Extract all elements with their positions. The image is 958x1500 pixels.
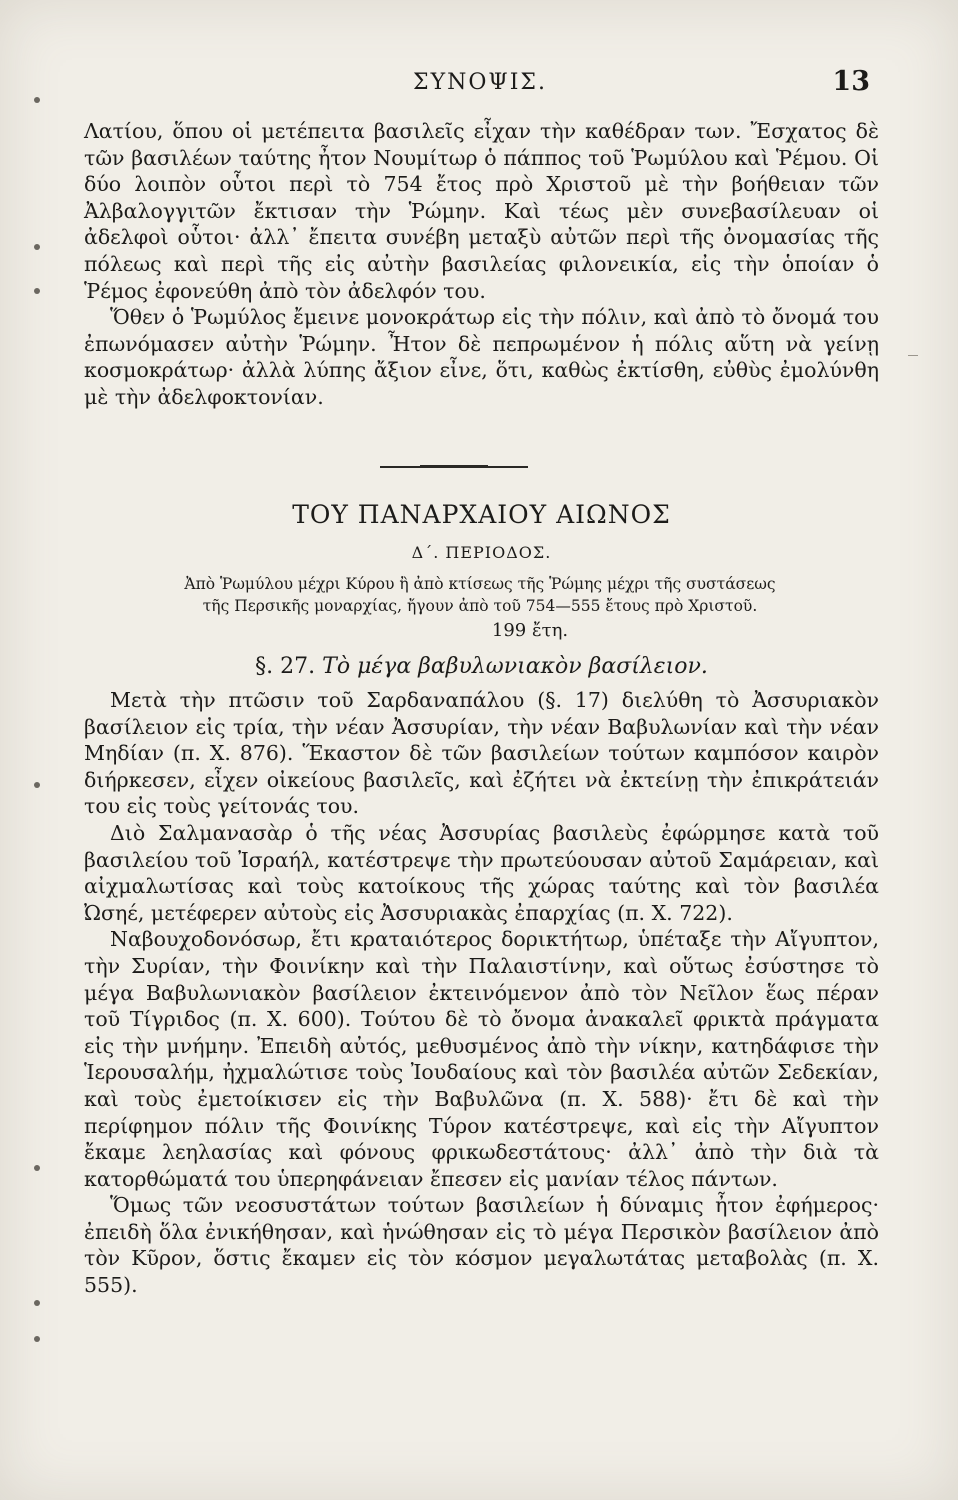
- paragraph: Ὅμως τῶν νεοσυστάτων τούτων βασιλείων ἡ δύναμις ἦτον ἐφήμερος· ἐπειδὴ ὅλα ἐνικήθησαν, καὶ ἡνώθησαν εἰς τὸ μέγα Περσικὸν βασίλειον ἀπὸ τὸν Κῦρον, ὅστις ἔκαμεν εἰς τὸν κόσμον μεγαλωτάτας μεταβολὰς (π. Χ. 555).: [84, 1193, 879, 1298]
- margin-mark: [908, 355, 918, 356]
- paragraph: Λατίου, ὅπου οἱ μετέπειτα βασιλεῖς εἶχαν τὴν καθέδραν των. Ἔσχατος δὲ τῶν βασιλέων ταύτης ἦτον Νουμίτωρ ὁ πάππος τοῦ Ῥωμύλου καὶ Ῥέμου. Οἱ δύο λοιπὸν οὗτοι περὶ τὸ 754 ἔτος πρὸ Χριστοῦ μὲ τὴν βοήθειαν τῶν Ἀλβαλογγιτῶν ἔκτισαν τὴν Ῥώμην. Καὶ τέως μὲν συνεβασίλευαν οἱ ἀδελφοὶ οὗτοι· ἀλλ᾽ ἔπειτα συνέβη μεταξὺ αὐτῶν περὶ τῆς ὀνομασίας τῆς πόλεως καὶ περὶ τῆς εἰς αὐτὴν βασιλείας φιλονεικία, εἰς τὴν ὁποίαν ὁ Ῥέμος ἐφονεύθη ἀπὸ τὸν ἀδελφόν του.: [84, 119, 879, 303]
- margin-speck: [34, 244, 40, 250]
- chapter-subheading: [84, 654, 879, 679]
- margin-speck: [34, 288, 40, 294]
- margin-speck: [34, 782, 40, 788]
- margin-speck: [34, 1336, 40, 1342]
- subheading-title: Τὸ μέγα βαβυλωνιακὸν βασίλειον.: [322, 654, 708, 679]
- period-range-line: τῆς Περσικῆς μοναρχίας, ἤγουν ἀπὸ τοῦ 754—555 ἔτους πρὸ Χριστοῦ.: [202, 597, 758, 615]
- section-divider: [380, 466, 528, 468]
- period-range: [100, 573, 860, 617]
- margin-speck: [34, 97, 40, 103]
- margin-speck: [34, 1165, 40, 1171]
- period-heading: Δ΄. ΠΕΡΙΟΔΟΣ.: [411, 543, 552, 562]
- page-header: [90, 66, 870, 104]
- main-text-block: [84, 687, 879, 1299]
- subheading-number: §. 27.: [255, 654, 316, 679]
- period-range-line: Ἀπὸ Ῥωμύλου μέχρι Κύρου ἢ ἀπὸ κτίσεως τῆς Ῥώμης μέχρι τῆς συστάσεως: [184, 575, 776, 593]
- margin-speck: [34, 1300, 40, 1306]
- paragraph: Μετὰ τὴν πτῶσιν τοῦ Σαρδαναπάλου (§. 17) διελύθη τὸ Ἀσσυριακὸν βασίλειον εἰς τρία, τὴν νέαν Ἀσσυρίαν, τὴν νέαν Βαβυλωνίαν καὶ τὴν νέαν Μηδίαν (π. Χ. 876). Ἕκαστον δὲ τῶν βασιλείων τούτων καμπόσον καιρὸν διήρκεσεν, εἶχεν οἰκείους βασιλεῖς, καὶ ἐζήτει νὰ ἐκτείνῃ τὴν ἐπικράτειάν του εἰς τοὺς γείτονάς του.: [84, 688, 879, 819]
- section-title: ΤΟΥ ΠΑΝΑΡΧΑΙΟΥ ΑΙΩΝΟΣ: [292, 500, 671, 529]
- running-title: ΣΥΝΟΨΙΣ.: [413, 70, 547, 95]
- paragraph: Ναβουχοδονόσωρ, ἔτι κραταιότερος δορικτήτωρ, ὑπέταξε τὴν Αἴγυπτον, τὴν Συρίαν, τὴν Φοινίκην καὶ τὴν Παλαιστίνην, καὶ οὕτως ἐσύστησε τὸ μέγα Βαβυλωνιακὸν βασίλειον ἐκτεινόμενον ἀπὸ τὸν Νεῖλον ἕως πέραν τοῦ Τίγριδος (π. Χ. 600). Τούτου δὲ τὸ ὄνομα ἀνακαλεῖ φρικτὰ πράγματα εἰς τὴν μνήμην. Ἐπειδὴ αὐτός, μεθυσμένος ἀπὸ τὴν νίκην, κατηδάφισε τὴν Ἱερουσαλήμ, ἠχμαλώτισε τοὺς Ἰουδαίους καὶ τὸν βασιλέα αὐτῶν Σεδεκίαν, καὶ τοὺς ἐμετοίκισεν εἰς τὴν Βαβυλῶνα (π. Χ. 588)· ἔτι δὲ καὶ τὴν περίφημον πόλιν τῆς Φοινίκης Τύρον κατέστρεψε, καὶ εἰς τὴν Αἴγυπτον ἔκαμε λεηλασίας καὶ φόνους φρικωδεστάτους· ἀλλ᾽ ἀπὸ τὴν διὰ τὰ κατορθώματά του ὑπερηφάνειαν ἔπεσεν εἰς μανίαν τέλος πάντων.: [84, 927, 879, 1191]
- top-text-block: [84, 118, 879, 411]
- paragraph: Διὸ Σαλμανασὰρ ὁ τῆς νέας Ἀσσυρίας βασιλεὺς ἐφώρμησε κατὰ τοῦ βασιλείου τοῦ Ἰσραήλ, κατέστρεψε τὴν πρωτεύουσαν αὐτοῦ Σαμάρειαν, καὶ αἰχμαλωτίσας καὶ τοὺς κατοίκους τῆς χώρας ταύτης καὶ τὸν βασιλέα Ὠσηέ, μετέφερεν αὐτοὺς εἰς Ἀσσυριακὰς ἐπαρχίας (π. Χ. 722).: [84, 820, 879, 925]
- page-number: 13: [832, 66, 870, 97]
- paragraph: Ὅθεν ὁ Ῥωμύλος ἔμεινε μονοκράτωρ εἰς τὴν πόλιν, καὶ ἀπὸ τὸ ὄνομά του ἐπωνόμασεν αὐτὴν Ῥώμην. Ἦτον δὲ πεπρωμένον ἡ πόλις αὕτη νὰ γείνῃ κοσμοκράτωρ· ἀλλὰ λύπης ἄξιον εἶνε, ὅτι, καθὼς ἐκτίσθη, εὐθὺς ἐμολύνθη μὲ τὴν ἀδελφοκτονίαν.: [84, 305, 879, 409]
- period-duration: 199 ἔτη.: [491, 620, 569, 641]
